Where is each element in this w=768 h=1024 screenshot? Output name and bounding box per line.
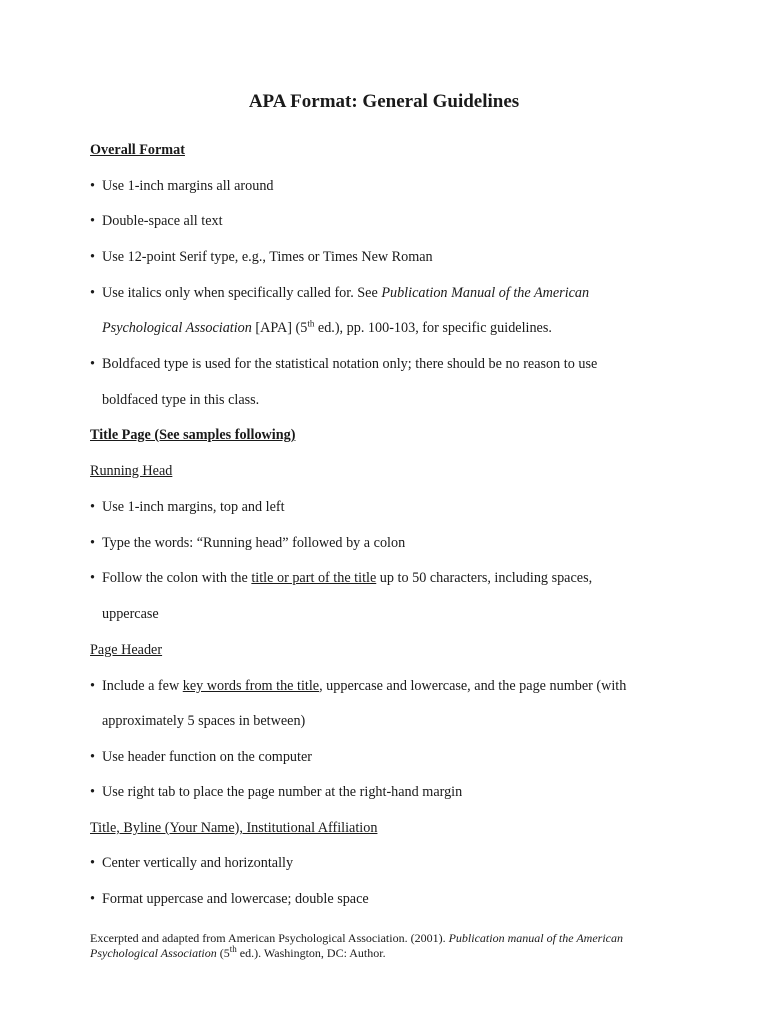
bullet-text: Double-space all text — [102, 213, 223, 229]
bullet-text: Boldfaced type is used for the statistical notation only; there should be no reason to use — [102, 356, 598, 372]
bullet-marker: • — [90, 749, 95, 765]
bullet-text: [APA] (5 — [251, 320, 308, 336]
footer-text: ed.). Washington, DC: Author. — [236, 946, 386, 960]
footer-citation-line1 — [90, 931, 623, 946]
superscript: th — [229, 944, 237, 954]
footer-text: Excerpted and adapted from American Psychological Association. (2001). — [90, 931, 449, 945]
bullet-continuation: approximately 5 spaces in between) — [102, 713, 306, 729]
section-heading-title-page: Title Page (See samples following) — [90, 427, 296, 443]
bullet-marker: • — [90, 285, 95, 301]
bullet-marker: • — [90, 249, 95, 265]
bullet-item — [90, 569, 592, 587]
bullet-text: Use 12-point Serif type, e.g., Times or Times New Roman — [102, 249, 433, 265]
bullet-item — [90, 748, 312, 766]
bullet-text: Format uppercase and lowercase; double space — [102, 891, 369, 907]
section-heading-overall-format: Overall Format — [90, 142, 185, 158]
bullet-text: Follow the colon with the — [102, 570, 252, 586]
bullet-item — [90, 534, 405, 552]
bullet-continuation: boldfaced type in this class. — [102, 392, 260, 408]
footer-citation-line2 — [90, 946, 386, 961]
bullet-continuation: uppercase — [102, 606, 159, 622]
bullet-item — [90, 498, 285, 516]
bullet-item — [90, 854, 293, 872]
bullet-item — [90, 677, 626, 695]
bullet-marker: • — [90, 213, 95, 229]
bullet-item — [90, 355, 597, 373]
bullet-item — [90, 783, 462, 801]
subheading-byline: Title, Byline (Your Name), Institutional Affiliation — [90, 820, 378, 836]
bullet-item — [90, 212, 223, 230]
bullet-item — [90, 177, 274, 195]
bullet-marker: • — [90, 784, 95, 800]
bullet-marker: • — [90, 356, 95, 372]
subheading-running-head: Running Head — [90, 463, 173, 479]
footer-text: (5 — [216, 946, 230, 960]
subheading-page-header: Page Header — [90, 642, 163, 658]
bullet-marker: • — [90, 891, 95, 907]
bullet-marker: • — [90, 535, 95, 551]
bullet-text: Use 1-inch margins all around — [102, 178, 274, 194]
footer-italic: Psychological Association — [90, 946, 217, 960]
underlined-text: key words from the title — [182, 678, 320, 694]
bullet-item-italics — [90, 284, 589, 302]
bullet-text: ed.), pp. 100-103, for specific guidelines. — [314, 320, 552, 336]
superscript: th — [307, 318, 315, 329]
bullet-item — [90, 248, 433, 266]
bullet-marker: • — [90, 499, 95, 515]
bullet-continuation — [102, 319, 552, 337]
bullet-item — [90, 890, 369, 908]
bullet-marker: • — [90, 178, 95, 194]
bullet-text: Use header function on the computer — [102, 749, 312, 765]
document-title: APA Format: General Guidelines — [248, 91, 520, 112]
bullet-text: Use italics only when specifically called for. See — [102, 285, 382, 301]
bullet-text: up to 50 characters, including spaces, — [376, 570, 593, 586]
bullet-text: Use 1-inch margins, top and left — [102, 499, 285, 515]
bullet-text: Use right tab to place the page number at the right-hand margin — [102, 784, 463, 800]
bullet-marker: • — [90, 855, 95, 871]
bullet-text: , uppercase and lowercase, and the page number (with — [319, 678, 627, 694]
bullet-marker: • — [90, 570, 95, 586]
book-title-italic: Publication Manual of the American — [381, 285, 590, 301]
bullet-text: Center vertically and horizontally — [102, 855, 294, 871]
bullet-text: Type the words: “Running head” followed by a colon — [102, 535, 406, 551]
book-title-italic: Psychological Association — [102, 320, 252, 336]
underlined-text: title or part of the title — [251, 570, 377, 586]
footer-italic: Publication manual of the American — [448, 931, 623, 945]
bullet-marker: • — [90, 678, 95, 694]
bullet-text: Include a few — [102, 678, 183, 694]
